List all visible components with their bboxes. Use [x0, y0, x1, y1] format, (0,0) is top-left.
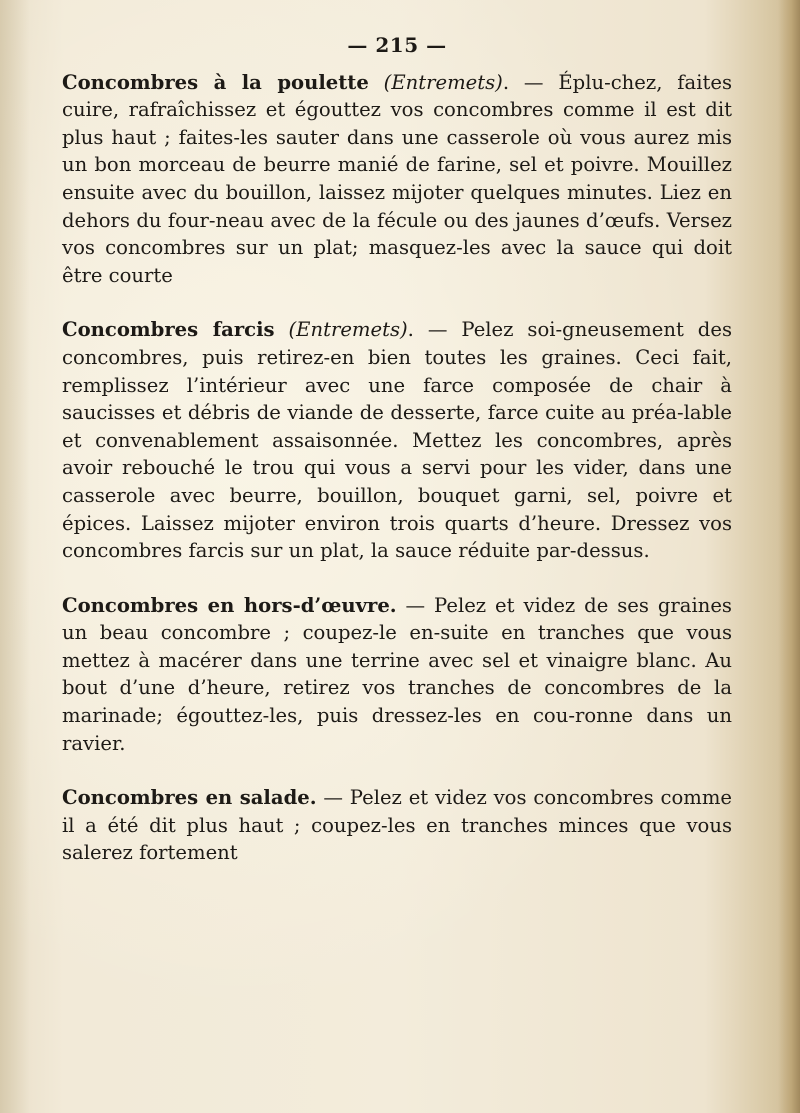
page-left-shading [0, 0, 30, 1113]
recipe-heading: Concombres en hors-d’œuvre. [62, 593, 397, 617]
recipe-entry-salade [62, 784, 732, 867]
recipe-body: — Pelez et videz de ses graines un beau concombre ; coupez-le en-suite en tranches que vous mettez à macérer dans une terrine avec sel et vinaigre blanc. Au bout d’une d’heure, retirez vos tranches de concombres de la marinade; égouttez-les, puis dressez-les en cou-ronne dans un ravier. [62, 593, 732, 755]
recipe-entry-farcis [62, 316, 732, 564]
page-number: — 215 — [347, 33, 447, 57]
recipe-entry-poulette [62, 69, 732, 290]
recipe-body: — Pelez et videz vos concombres comme il a été dit plus haut ; coupez-les en tranches minces que vous salerez fortement [62, 786, 732, 865]
page-content [62, 32, 732, 894]
recipe-heading: Concombres en salade. [62, 786, 317, 810]
recipe-category: (Entremets) [288, 318, 408, 342]
recipe-heading: Concombres à la poulette [62, 70, 369, 94]
recipe-body: . — Pelez soi-gneusement des concombres, puis retirez-en bien toutes les graines. Ceci fait, remplissez l’intérieur avec une farce composée de chair à saucisses et débris de viande de desserte, farce cuite au préa-lable et convenablement assaisonnée. Mettez les concombres, après avoir rebouché le trou qui vous a servi pour les vider, dans une casserole avec beurre, bouillon, bouquet garni, sel, poivre et épices. Laissez mijoter environ trois quarts d’heure. Dressez vos concombres farcis sur un plat, la sauce réduite par-dessus. [62, 318, 732, 563]
page-right-edge [778, 0, 800, 1113]
recipe-entry-hors-doeuvre [62, 592, 732, 758]
recipe-category: (Entremets) [383, 70, 503, 94]
recipe-body: . — Éplu-chez, faites cuire, rafraîchissez et égouttez vos concombres comme il est dit plus haut ; faites-les sauter dans une casserole où vous aurez mis un bon morceau de beurre manié de farine, sel et poivre. Mouillez ensuite avec du bouillon, laissez mijoter quelques minutes. Liez en dehors du four-neau avec de la fécule ou des jaunes d’œufs. Versez vos concombres sur un plat; masquez-les avec la sauce qui doit être courte [62, 70, 733, 287]
recipe-heading: Concombres farcis [62, 318, 275, 342]
